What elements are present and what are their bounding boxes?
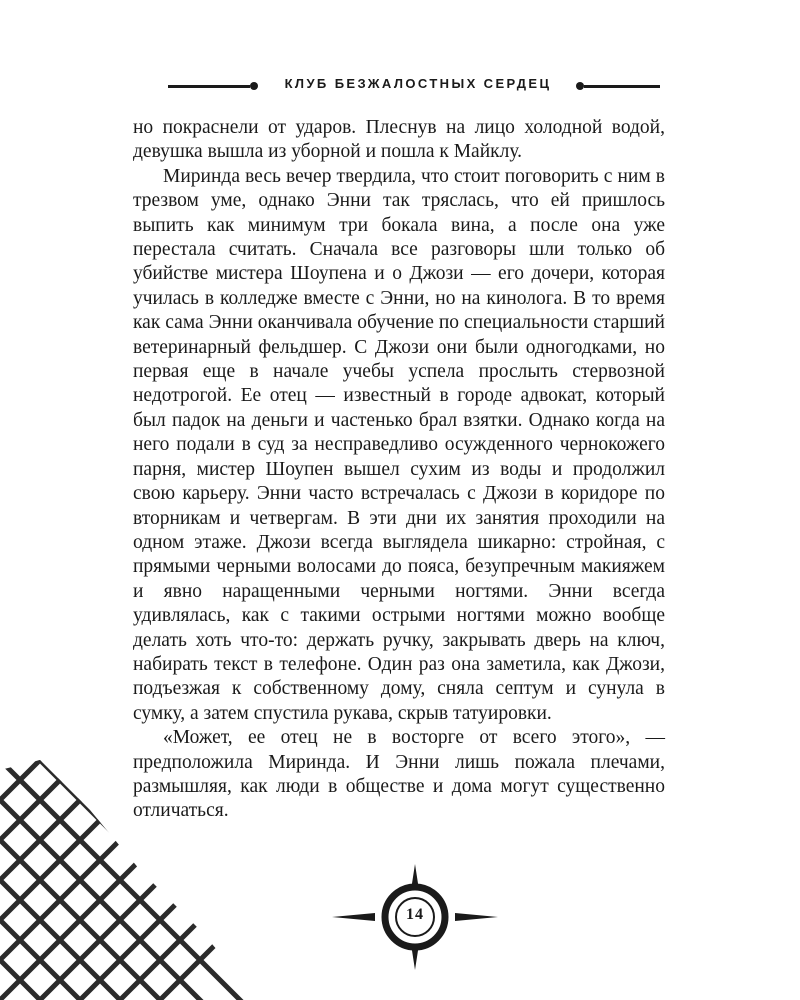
page-body	[133, 116, 665, 824]
paragraph: «Может, ее отец не в восторге от всего этого», — предположила Миринда. И Энни лишь пожала плечами, размышляя, как люди в обществе и дома могут существенно отличаться.	[133, 727, 665, 822]
header-rule-right	[584, 85, 660, 88]
page-number: 14	[406, 906, 424, 923]
paragraph: но покраснели от ударов. Плеснув на лицо холодной водой, девушка вышла из уборной и пошла к Майклу.	[133, 117, 665, 163]
running-header	[0, 72, 800, 102]
chain-link-fence-decoration	[0, 760, 280, 1000]
header-ornament-right	[576, 82, 584, 90]
paragraph: Миринда весь вечер твердила, что стоит поговорить с ним в трезвом уме, однако Энни так тряслась, что ей пришлось выпить как минимум три бокала вина, а после она уже перестала считать. Сначала все разговоры шли только об убийстве мистера Шоупена и о Джози — его дочери, которая училась в колледже вместе с Энни, но на кинолога. В то время как сама Энни оканчивала обучение по специальности старший ветеринарный фельдшер. С Джози они были одногодками, но первая еще в начале учебы успела прослыть стервозной недотрогой. Ее отец — известный в городе адвокат, который был падок на деньги и частенько брал взятки. Однако когда на него подали в суд за несправедливо осужденного чернокожего парня, мистер Шоупен вышел сухим из воды и продолжил свою карьеру. Энни часто встречалась с Джози в коридоре по вторникам и четвергам. В эти дни их занятия проходили на одном этаже. Джози всегда выглядела шикарно: стройная, с прямыми черными волосами до пояса, безупречным макияжем и явно наращенными черными ногтями. Энни всегда удивлялась, как с такими острыми ногтями можно вообще делать хоть что-то: держать ручку, закрывать дверь на ключ, набирать текст в телефоне. Один раз она заметила, как Джози, подъезжая к собственному дому, сняла септум и сунула в сумку, а затем спустила рукава, скрыв татуировки.	[133, 165, 665, 724]
header-rule-left	[168, 85, 250, 88]
book-title: КЛУБ БЕЗЖАЛОСТНЫХ СЕРДЕЦ	[284, 76, 552, 91]
header-ornament-left	[250, 82, 258, 90]
